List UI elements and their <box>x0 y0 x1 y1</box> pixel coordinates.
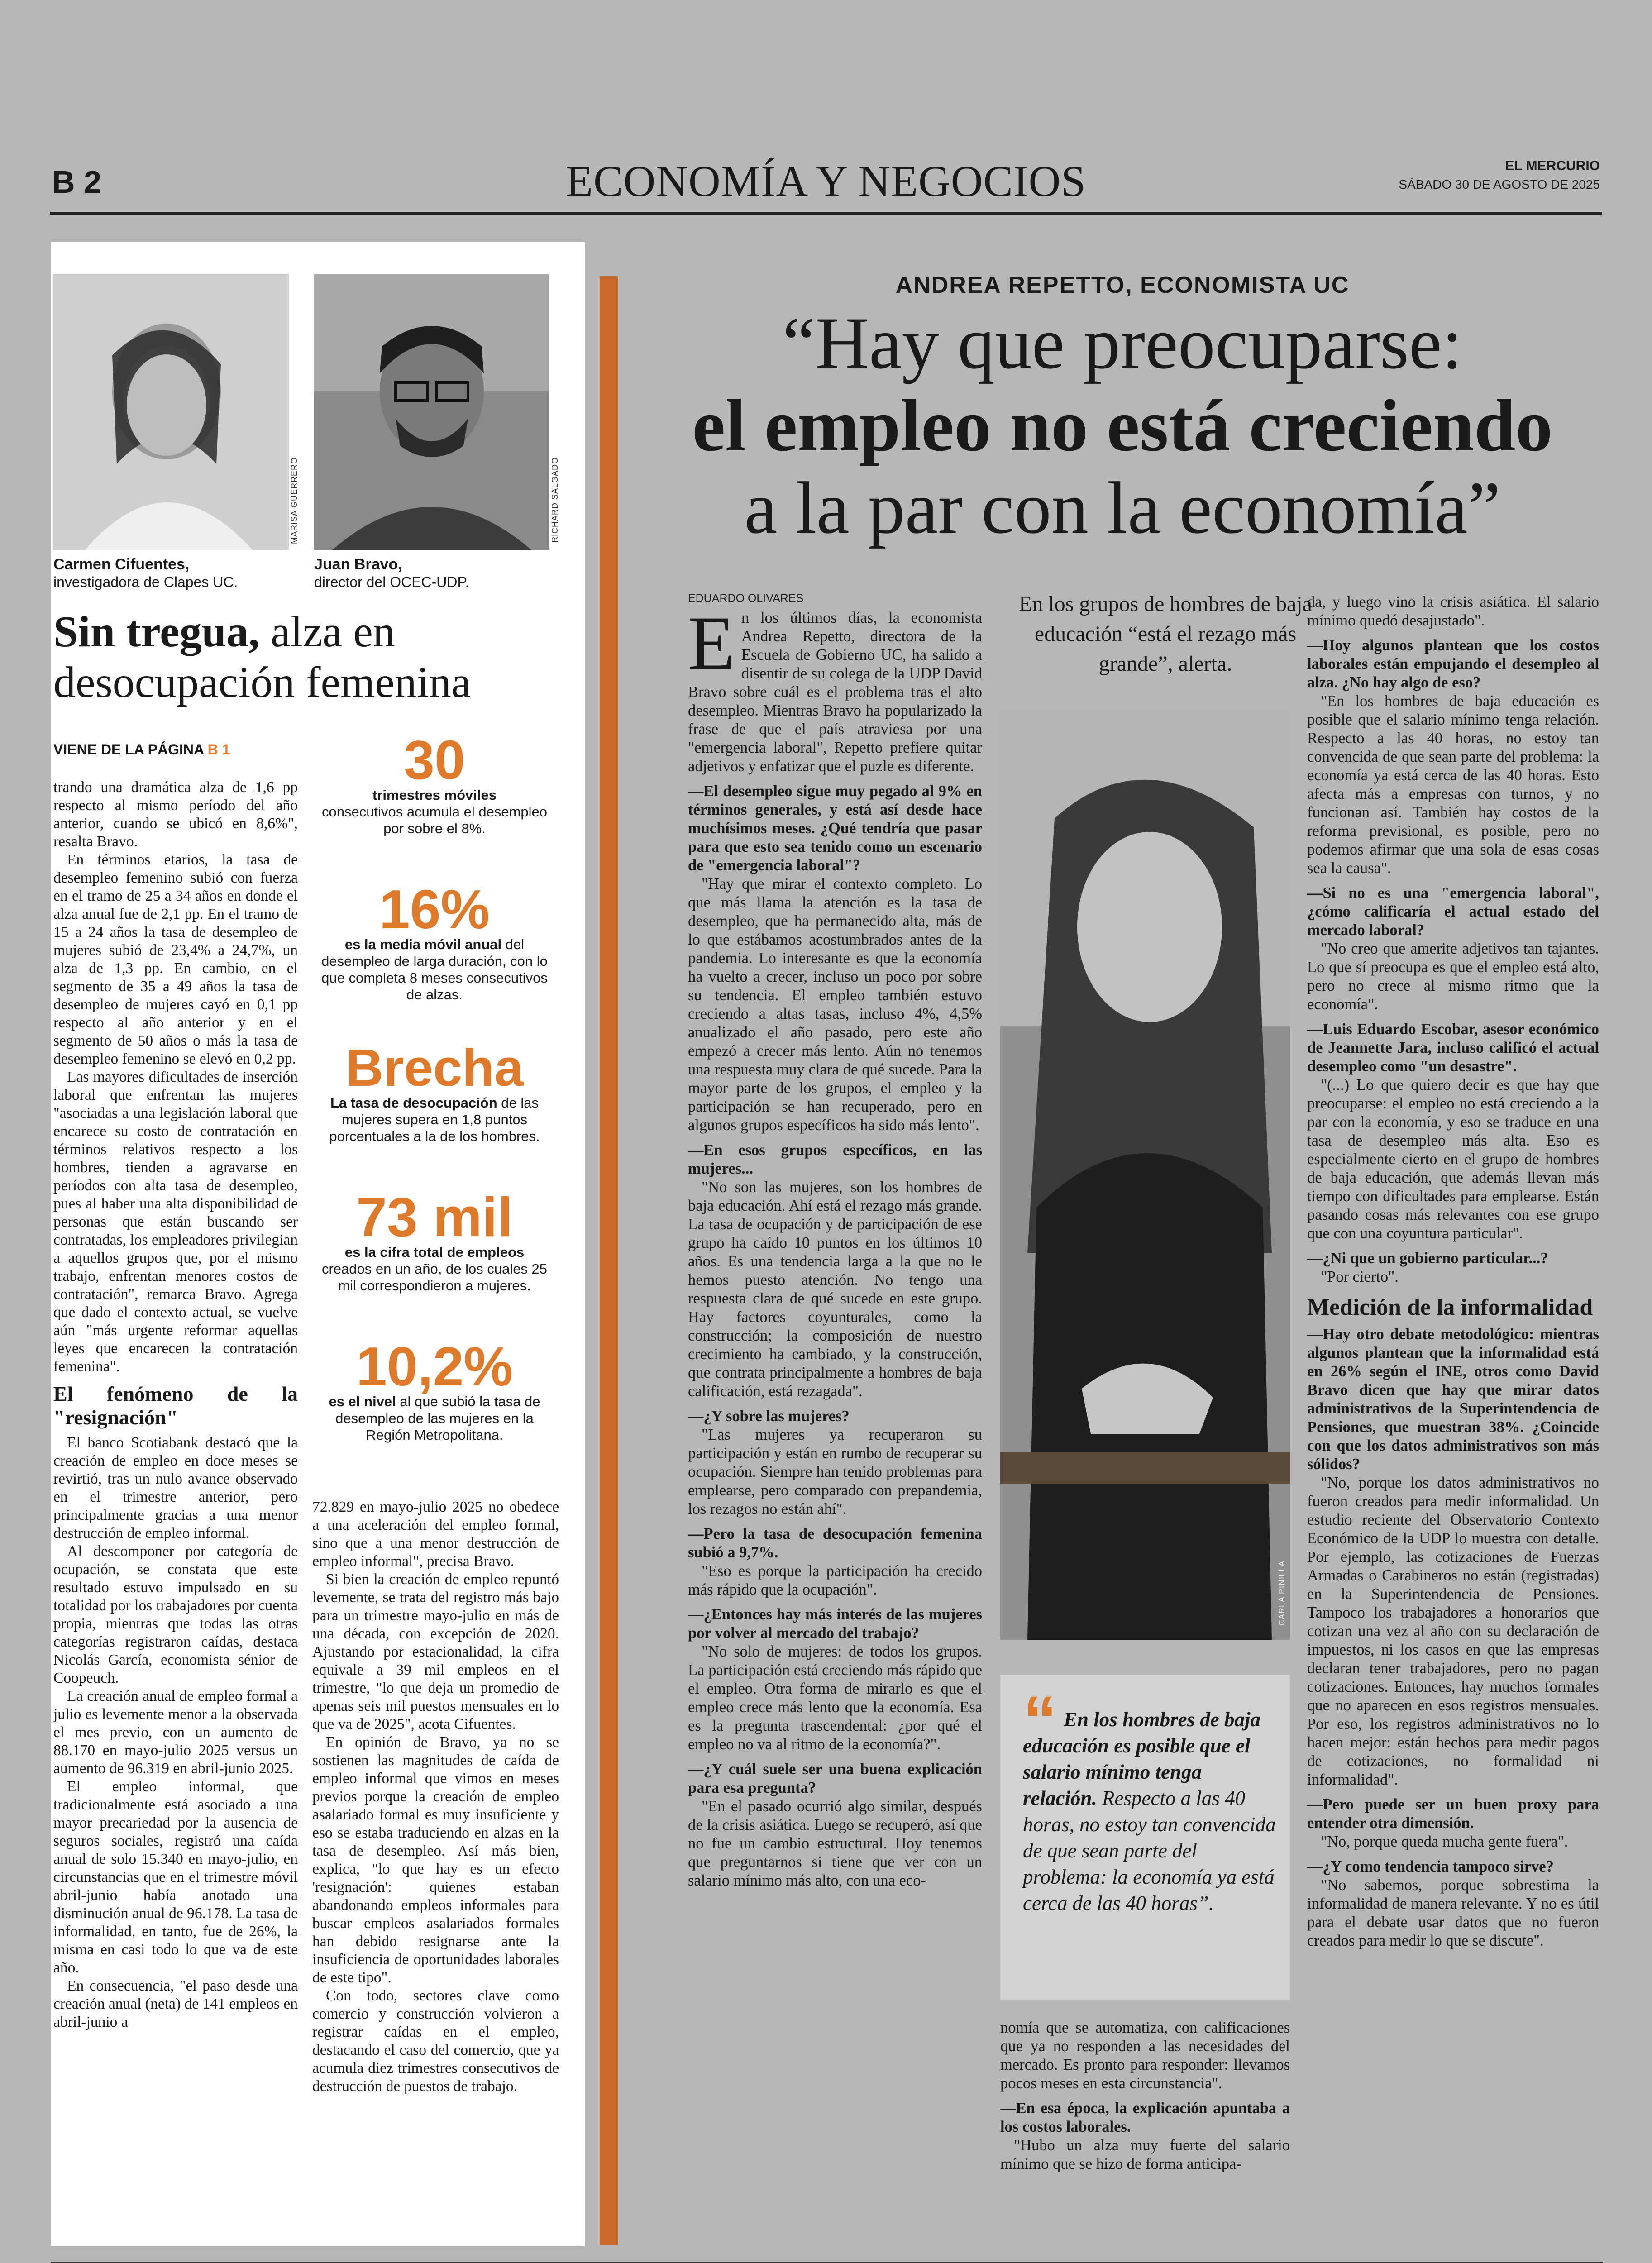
pull-quote-box <box>1000 1675 1290 2000</box>
portrait-photo-cifuentes <box>53 274 289 550</box>
interview-column-2-tail: nomía que se automatiza, con calificaciones que ya no responden a las necesidades del mercado. Es pronto para responder: llevamos pocos meses en esta circunstancia". —En esa época, la explicación apuntaba a los costos laborales. "Hubo un alza muy fuerte del salario mínimo que se hizo de forma anticipa- <box>1000 2019 1290 2172</box>
subheading: Medición de la informalidad <box>1307 1294 1593 1320</box>
sidebar-headline: Sin tregua, alza en desocupación femenina <box>53 607 471 707</box>
drop-cap: E <box>688 601 735 686</box>
newspaper-name: EL MERCURIO <box>1505 158 1600 173</box>
sidebar-column-2: 72.829 en mayo-julio 2025 no obedece a una aceleración del empleo formal, sino que a una menor destrucción de empleo informal", precisa Bravo. Si bien la creación de empleo repuntó levemente, se trata del registro más bajo para un trimestre mayo-julio en más de una década, con excepción de 2020. Ajustando por estacionalidad, la cifra equivale a 39 mil empleos en el trimestre, "lo que deja un promedio de apenas seis mil puestos mensuales en lo que va de 2025", acota Cifuentes. En opinión de Bravo, ya no se sostienen las magnitudes de caída de empleo informal que vimos en meses previos porque la creación de empleo asalariado formal es muy insuficiente y eso se estaba traduciendo en alzas en la tasa de desempleo. Así más bien, explica, "lo que hay es un efecto 'resignación': quienes estaban abandonando empleos informales para buscar empleos asalariados formales han debido resignarse ante la insuficiencia de oportunidades laborales de este tipo". Con todo, sectores clave como comercio y construcción volvieron a registrar caídas en el empleo, destacando el caso del comercio, que ya acumula diez trimestres consecutivos de destrucción de puestos de trabajo. <box>312 1499 559 2095</box>
subheading: El fenómeno de la "resignación" <box>53 1382 298 1429</box>
issue-date: SÁBADO 30 DE AGOSTO DE 2025 <box>1399 177 1600 191</box>
photo-credit: CARLA PINILLA <box>1277 1561 1286 1626</box>
caption-role: investigadora de Clapes UC. <box>53 574 238 590</box>
photo-credit: RICHARD SALGADO <box>550 457 559 543</box>
photo-credit: MARISA GUERRERO <box>290 457 299 544</box>
portrait-photo-bravo <box>314 274 549 550</box>
stat-block: 73 mil es la cifra total de empleos creados en un año, de los cuales 25 mil correspondieron a mujeres. <box>321 1186 548 1294</box>
header-rule <box>50 212 1602 215</box>
section-title: ECONOMÍA Y NEGOCIOS <box>566 157 1086 206</box>
stat-block: 10,2% es el nivel al que subió la tasa de desempleo de las mujeres en la Región Metropolitana. <box>329 1336 540 1443</box>
interviewee-kicker: ANDREA REPETTO, ECONOMISTA UC <box>895 272 1350 298</box>
continued-from: VIENE DE LA PÁGINA B 1 <box>53 741 230 758</box>
portrait-photo-repetto <box>1000 710 1290 1640</box>
byline: EDUARDO OLIVARES <box>688 592 804 605</box>
page-number: B 2 <box>52 164 101 200</box>
interview-headline: “Hay que preocuparse: el empleo no está creciendo a la par con la economía” <box>692 302 1553 549</box>
stat-block: Brecha La tasa de desocupación de las mujeres supera en 1,8 puntos porcentuales a la de los hombres. <box>329 1038 540 1144</box>
interview-column-3: da, y luego vino la crisis asiática. El salario mínimo quedó desajustado". —Hoy algunos plantean que los costos laborales están empujando el desempleo al alza. ¿No hay algo de eso? "En los hombres de baja educación es posible que el salario mínimo tenga relación. Respecto a las 40 horas, no estoy tan convencida de que sean parte del problema: la economía ya está cerca de las 40 horas. Esto afecta más a empresas con turnos, y no funcionan así. También hay costos de la reforma previsional, es posible, pero no podemos afirmar que una sola de esas cosas sea la causa". —Si no es una "emergencia laboral", ¿cómo calificaría el actual estado del mercado laboral? "No creo que amerite adjetivos tan tajantes. Lo que sí preocupa es que el empleo está alto, pero no crece al mismo ritmo que la economía". —Luis Eduardo Escobar, asesor económico de Jeannette Jara, incluso calificó el actual desempleo como "un desastre". "(...) Lo que quiero decir es que hay que preocuparse: el empleo no está creciendo a la par con la economía, y eso se traduce en una tasa de desempleo más alta. Eso es especialmente cierto en el grupo de hombres de baja educación, que además llevan más tiempo con dificultades para emplearse. Están pasando cosas más relevantes con ese grupo que con una coyuntura particular". —¿Ni que un gobierno particular...? "Por cierto". Medición de la informalidad —Hay otro debate metodológico: mientras algunos plantean que la informalidad está en 26% según el INE, otros como David Bravo dicen que hay que mirar datos administrativos de la Superintendencia de Pensiones, que muestran 38%. ¿Coincide con que los datos administrativos son más sólidos? "No, porque los datos administrativos no fueron creados para medir informalidad. Un estudio reciente del Observatorio Contexto Económico de la UDP lo muestra con detalle. Por ejemplo, las cotizaciones de Fuerzas Armadas o Carabineros no están (registradas) en la Superintendencia de Pensiones. Tampoco los trabajadores a honorarios que cotizan una vez al año con su declaración de impuestos, ni los casos en que las empresas declaran tener trabajadores, pero no pagan cotizaciones. Entonces, hay muchos formales que no aparecen en esos registros mensuales. Por eso, los registros administrativos no lo hacen mejor: están hechos para medir pagos de cotizaciones, no formalidad ni informalidad". —Pero puede ser un buen proxy para entender otra dimensión. "No, porque queda mucha gente fuera". —¿Y como tendencia tampoco sirve? "No sabemos, porque sobrestima la informalidad de manera relevante. Y no es útil para el debate usar datos que no fueron creados para medir lo que se discute". <box>1307 593 1599 1949</box>
caption-name: Carmen Cifuentes, <box>53 556 190 573</box>
pull-quote-top: En los grupos de hombres de baja educación “está el rezago más grande”, alerta. <box>1019 592 1312 676</box>
divider-bar <box>600 276 618 2245</box>
sidebar-column-1: trando una dramática alza de 1,6 pp respecto al mismo período del año anterior, cuando se ubicó en 8,6%", resalta Bravo. En términos etarios, la tasa de desempleo femenino subió con fuerza en el tramo de 25 a 34 años en donde el alza anual fue de 2,1 pp. En el tramo de 15 a 24 años la tasa de desempleo de mujeres subió de 23,4% a 24,7%, un alza de 1,3 pp. En cambio, en el segmento de 35 a 49 años la tasa de desempleo de mujeres cayó en 0,1 pp respecto al año anterior y en el segmento de 50 años o más la tasa de desempleo femenino se elevó en 0,2 pp. Las mayores dificultades de inserción laboral que enfrentan las mujeres "asociadas a una legislación laboral que encarece su costo de contratación en términos relativos respecto a los hombres, tienden a agravarse en períodos con alta tasa de desempleo, pues al haber una alta disponibilidad de personas que están buscando ser contratadas, los empleadores privilegian a aquellos grupos que, por el mismo trabajo, enfrentan menores costos de contratación", remarca Bravo. Agrega que dado el contexto actual, se vuelve aún "más urgente reformar aquellas leyes que encarecen la contratación femenina". El fenómeno de la "resignación" El banco Scotiabank destacó que la creación de empleo en doce meses se revirtió, tras un nulo avance observado en el trimestre anterior, pero principalmente gracias a una menor destrucción de empleo informal. Al descomponer por categoría de ocupación, se constata que este resultado estuvo impulsado en su totalidad por los trabajadores por cuenta propia, mientras que todas las otras categorías registraron caídas, destaca Nicolás García, economista sénior de Coopeuch. La creación anual de empleo formal a julio es levemente menor a la observada el mes previo, con un aumento de 88.170 en mayo-julio 2025 versus un aumento de 96.319 en abril-junio 2025. El empleo informal, que tradicionalmente está asociado a una mayor precariedad por la ausencia de seguros sociales, registró una caída anual de solo 15.340 en mayo-julio, en circunstancias que en el trimestre móvil abril-junio había anotado una disminución anual de 96.178. La tasa de informalidad, en tanto, fue de 26%, la misma en casi todo lo que va de este año. En consecuencia, "el paso desde una creación anual (neta) de 141 empleos en abril-junio a <box>53 779 298 2030</box>
stat-block: 30 trimestres móviles consecutivos acumula el desempleo por sobre el 8%. <box>322 729 547 836</box>
caption-name: Juan Bravo, <box>314 556 402 573</box>
caption-role: director del OCEC-UDP. <box>314 574 469 590</box>
quote-mark-icon: “ <box>1023 1682 1057 1758</box>
stat-block: 16% es la media móvil anual del desempleo de larga duración, con lo que completa 8 meses consecutivos de alzas. <box>321 878 548 1003</box>
pull-quote-text: En los hombres de baja educación es posible que el salario mínimo tenga relación. Respecto a las 40 horas, no estoy tan convencida de que sean parte del problema: la economía ya está cerca de las 40 horas”. <box>1023 1708 1276 1914</box>
interview-column-1: En los últimos días, la economista Andrea Repetto, directora de la Escuela de Gobierno UC, ha salido a disentir de su colega de la UDP David Bravo sobre cuál es el problema tras el alto desempleo. Mientras Bravo ha popularizado la frase de que el país atraviesa por una "emergencia laboral", Repetto prefiere quitar adjetivos y enfatizar que el puzle es diferente. —El desempleo sigue muy pegado al 9% en términos generales, y está así desde hace muchísimos meses. ¿Qué tendría que pasar para que esto sea tenido como un escenario de "emergencia laboral"? "Hay que mirar el contexto completo. Lo que más llama la atención es la tasa de desempleo, que ha permanecido alta, más de lo que estábamos acostumbrados antes de la pandemia. Lo interesante es que la economía ha vuelto a crecer, incluso un poco por sobre su tendencia. El empleo también estuvo creciendo a altas tasas, incluso 4%, 4,5% anualizado el año pasado, pero este año empezó a crecer más lento. Aún no tenemos una respuesta muy clara de qué sucede. Para la mayor parte de los grupos, el empleo y la participación se han recuperado, pero en algunos grupos específicos ha sido más lento". —En esos grupos específicos, en las mujeres... "No son las mujeres, son los hombres de baja educación. Ahí está el rezago más grande. La tasa de ocupación y de participación de ese grupo ha caído 10 puntos en los últimos 10 años. Es una tendencia larga a la que no le hemos puesto atención. No tengo una respuesta clara de qué sucede en este grupo. Hay factores coyunturales, como la construcción; la composición de nuestro crecimiento ha cambiado, y la construcción, que contrata principalmente a hombres de baja calificación, está rezagada". —¿Y sobre las mujeres? "Las mujeres ya recuperaron su participación y están en rumbo de recuperar su ocupación. Siempre han tenido problemas para emplearse, pero comparado con prepandemia, los rezagos no están ahí". —Pero la tasa de desocupación femenina subió a 9,7%. "Eso es porque la participación ha crecido más rápido que la ocupación". —¿Entonces hay más interés de las mujeres por volver al mercado del trabajo? "No solo de mujeres: de todos los grupos. La participación está creciendo más rápido que el empleo. Otra forma de mirarlo es que el empleo crece más lento que la economía. Esa es la pregunta trascendental: ¿por qué el empleo no va al ritmo de la economía?". —¿Y cuál suele ser una buena explicación para esa pregunta? "En el pasado ocurrió algo similar, después de la crisis asiática. Luego se recuperó, así que no fue un cambio estructural. Hoy tenemos que preguntarnos si tiene que ver con un salario mínimo más alto, con una eco- <box>688 601 982 1889</box>
